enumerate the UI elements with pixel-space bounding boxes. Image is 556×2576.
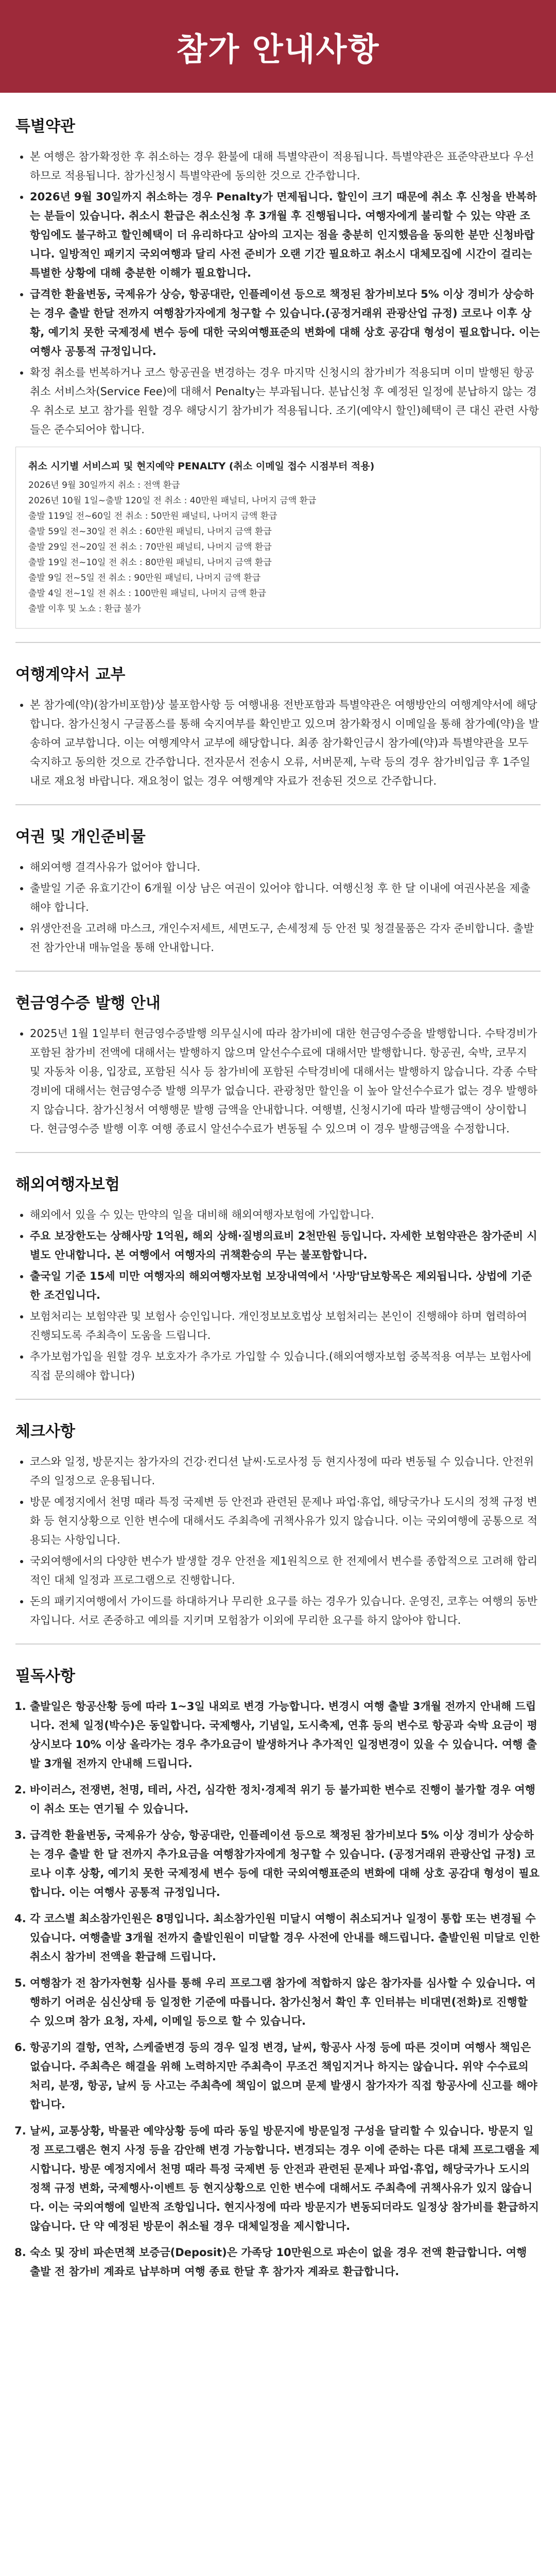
section-title-receipt: 현금영수증 발행 안내 [15,994,161,1012]
section-divider [15,1643,541,1645]
checklist-list [15,1452,541,1630]
list-item: • 코스와 일정, 방문지는 참가자의 건강·컨디션 날씨·도로사정 등 현지사정에 따라 변동될 수 있습니다. 안전위주의 일정으로 운용됩니다. [30,1452,541,1490]
penalty-line: 출발 59일 전~30일 전 취소 : 60만원 패널티, 나머지 금액 환급 [28,527,272,537]
receipt-list [15,1024,541,1139]
content [0,93,556,2309]
list-item: 8. 숙소 및 장비 파손면책 보증금(Deposit)은 가족당 10만원으로 파손이 없을 경우 전액 환급합니다. 여행 출발 전 참가비 계좌로 납부하며 여행 종료 한달 후 참가자 계좌로 환급합니다. [30,2243,541,2281]
section-title-insurance: 해외여행자보험 [15,1176,120,1194]
list-item: 3. 급격한 환율변동, 국제유가 상승, 항공대란, 인플레이션 등으로 책정된 참가비보다 5% 이상 경비가 상승하는 경우 출발 한 달 전까지 추가요금을 여행참가자에게 청구할 수 있습니다. (공정거래위 관광산업 규정) 코로나 이후 상황, 예기치 못한 국제정세 변수 등에 대한 국외여행표준의 변화에 대해 상호 공감대 형성이 필요합니다. 이는 여행사 공통적 규정입니다. [30,1826,541,1902]
penalty-table-title: 취소 시기별 서비스피 및 현지예약 PENALTY (취소 이메일 접수 시점부터 적용) [28,461,375,472]
section-divider [15,642,541,643]
list-item: • 국외여행에서의 다양한 변수가 발생할 경우 안전을 제1원칙으로 한 전제에서 변수를 종합적으로 고려해 합리적인 대체 일정과 프로그램으로 진행합니다. [30,1552,541,1590]
list-item: 1. 출발일은 항공산황 등에 따라 1~3일 내외로 변경 가능합니다. 변경시 여행 출발 3개월 전까지 안내해 드립니다. 전체 일정(박수)은 동일합니다. 국제행사, 기념일, 도시축제, 연휴 등의 변수로 항공과 숙박 요금이 평상시보다 10% 이상 올라가는 경우 추가요금이 발생하거나 추가적인 일정변경이 있을 수 있습니다. 여행 출발 3개월 전까지 안내해 드립니다. [30,1697,541,1773]
list-item: 6. 항공기의 결항, 연착, 스케줄변경 등의 경우 일정 변경, 날씨, 항공사 사정 등에 따른 것이며 여행사 책임은 없습니다. 주최측은 해결을 위해 노력하지만 주최측이 무조건 책임지거나 하지는 않습니다. 위약 수수료의 처리, 분쟁, 항공, 날씨 등 사고는 주최측에 책임이 없으며 문제 발생시 참가자가 직접 항공사에 신고를 해야 합니다. [30,2038,541,2114]
insurance-list [15,1206,541,1385]
list-item: • 확정 취소를 번복하거나 코스 항공권을 변경하는 경우 마지막 신청시의 참가비가 적용되며 이미 발행된 항공취소 서비스차(Service Fee)에 대해서 Penalty는 부과됩니다. 분납신청 후 예정된 일정에 분납하지 않는 경우 취소로 보고 참가를 원할 경우 해당시기 참가비가 적용됩니다. 조기(예약시 할인)혜택이 큰 대신 관련 사항들은 준수되어야 합니다. [30,363,541,439]
section-title-must-read: 필독사항 [15,1667,75,1685]
list-item: 5. 여행참가 전 참가자현황 심사를 통해 우리 프로그램 참가에 적합하지 않은 참가자를 심사할 수 있습니다. 여행하기 어려운 심신상태 등 일정한 기준에 따릅니다. 참가신청서 확인 후 인터뷰는 비대면(전화)로 진행할 수 있으며 참가 요청, 자세, 이메일 등으로 할 수 있습니다. [30,1974,541,2031]
list-item: • 위생안전을 고려해 마스크, 개인수저세트, 세면도구, 손세정제 등 안전 및 청결물품은 각자 준비합니다. 출발 전 참가안내 매뉴얼을 통해 안내합니다. [30,919,541,957]
page-title: 참가 안내사항 [176,30,380,68]
list-item: • 돈의 패키지여행에서 가이드를 하대하거나 무리한 요구를 하는 경우가 있습니다. 운영진, 코후는 여행의 동반자입니다. 서로 존중하고 예의를 지키며 모험참가 이외에 무리한 요구를 하지 않아야 합니다. [30,1592,541,1630]
list-item: • 출발일 기준 유효기간이 6개월 이상 남은 여권이 있어야 합니다. 여행신청 후 한 달 이내에 여권사본을 제출해야 합니다. [30,879,541,917]
list-item: • 출국일 기준 15세 미만 여행자의 해외여행자보험 보장내역에서 '사망'담보항목은 제외됩니다. 상법에 기준한 조건입니다. [30,1267,541,1305]
penalty-line: 출발 29일 전~20일 전 취소 : 70만원 패널티, 나머지 금액 환급 [28,542,272,552]
penalty-line: 출발 이후 및 노쇼 : 환급 불가 [28,604,141,614]
list-item: • 본 여행은 참가확정한 후 취소하는 경우 환불에 대해 특별약관이 적용됩니다. 특별약관은 표준약관보다 우선하므로 적용됩니다. 참가신청시 특별약관에 동의한 것으로 간주합니다. [30,147,541,185]
list-item: • 본 참가예(약)(참가비포함)상 불포함사항 등 여행내용 전반포함과 특별약관은 여행방안의 여행계약서에 해당합니다. 참가신청시 구글폼스를 통해 숙지여부를 확인받고 있으며 참가확정시 이메일을 통해 참가예(약)을 발송하여 교부합니다. 이는 여행계약서 교부에 해당합니다. 최종 참가확인금시 참가예(약)과 특별약관을 모두 숙지하고 동의한 것으로 간주합니다. 전자문서 전송시 오류, 서버문제, 누락 등의 경우 참가비입금 후 1주일 내로 재요청 바랍니다. 재요청이 없는 경우 여행계약 자료가 전송된 것으로 간주합니다. [30,696,541,791]
list-item: 7. 날씨, 교통상황, 박물관 예약상황 등에 따라 동일 방문지에 방문일정 구성을 달리할 수 있습니다. 방문지 일정 프로그램은 현지 사정 등을 감안해 변경 가능합니다. 변경되는 경우 이에 준하는 다른 대체 프로그램을 제시합니다. 방문 예정지에서 천명 때라 특정 국제변 등 안전과 관련된 문제나 파업·휴업, 해당국가나 도시의 정책 규정 변화, 국제행사·이벤트 등 현지상황으로 인한 변수에 대해서도 주최측에 귀책사유가 있지 않습니다. 이는 국외여행에 일반적 조항입니다. 현지사정에 따라 방문지가 변동되더라도 일정상 참가비를 환급하지 않습니다. 단 약 예정된 방문이 취소될 경우 대체일정을 제시합니다. [30,2122,541,2236]
penalty-line: 출발 4일 전~1일 전 취소 : 100만원 패널티, 나머지 금액 환급 [28,588,266,599]
penalty-line: 2026년 10월 1일~출발 120일 전 취소 : 40만원 패널티, 나머지 금액 환급 [28,496,317,506]
section-divider [15,1399,541,1400]
list-item: 2. 바이러스, 전쟁변, 천명, 테러, 사건, 심각한 정치·경제적 위기 등 불가피한 변수로 진행이 불가할 경우 여행이 취소 또는 연기될 수 있습니다. [30,1781,541,1819]
section-divider [15,1152,541,1153]
title-banner [0,0,556,93]
list-item: • 2026년 9월 30일까지 취소하는 경우 Penalty가 면제됩니다. 할인이 크기 때문에 취소 후 신청을 반복하는 분들이 있습니다. 취소시 환급은 취소신청 후 3개월 후 진행됩니다. 여행자에게 불리할 수 있는 약관 조항임에도 불구하고 할인혜택이 더 유리하다고 삼아의 고지는 점을 충분히 인지했음을 동의한 분만 신청바랍니다. 일방적인 패키지 국외여행과 달리 사전 준비가 오랜 기간 필요하고 취소시 대체모집에 시간이 걸리는 특별한 상황에 대해 충분한 이해가 필요합니다. [30,188,541,283]
list-item: • 주요 보장한도는 상해사망 1억원, 해외 상해·질병의료비 2천만원 등입니다. 자세한 보험약관은 참가준비 시 별도 안내합니다. 본 여행에서 여행자의 귀책환승의 무는 불포함합니다. [30,1227,541,1265]
must-read-list [15,1697,541,2281]
penalty-line: 출발 9일 전~5일 전 취소 : 90만원 패널티, 나머지 금액 환급 [28,573,261,583]
penalty-line: 출발 19일 전~10일 전 취소 : 80만원 패널티, 나머지 금액 환급 [28,557,272,568]
list-item: • 방문 예정지에서 천명 때라 특정 국제변 등 안전과 관련된 문제나 파업·휴업, 해당국가나 도시의 정책 규정 변화 등 현지상황으로 인한 변수에 대해서도 주최측에 귀책사유가 있지 않습니다. 이는 국외여행에 공통으로 적용되는 사항입니다. [30,1493,541,1550]
special-terms-list [15,147,541,439]
section-title-special-terms: 특별약관 [15,117,75,135]
section-divider [15,804,541,805]
list-item: • 급격한 환율변동, 국제유가 상승, 항공대란, 인플레이션 등으로 책정된 참가비보다 5% 이상 경비가 상승하는 경우 출발 한달 전까지 여행참가자에게 청구할 수 있습니다.(공정거래위 관광산업 규정) 코로나 이후 상황, 예기치 못한 국제정세 변수 등에 대한 국외여행표준의 변화에 대해 상호 공감대 형성이 필요합니다. 이는 여행사 공통적 규정입니다. [30,285,541,361]
contract-list [15,696,541,791]
section-title-passport: 여권 및 개인준비물 [15,828,146,846]
section-title-contract: 여행계약서 교부 [15,666,126,684]
list-item: • 해외에서 있을 수 있는 만약의 일을 대비해 해외여행자보험에 가입합니다. [30,1206,541,1225]
section-title-checklist: 체크사항 [15,1422,75,1440]
passport-list [15,858,541,957]
list-item: • 추가보험가입을 원할 경우 보호자가 추가로 가입할 수 있습니다.(해외여행자보험 중복적용 여부는 보험사에 직접 문의해야 합니다) [30,1347,541,1385]
list-item: • 해외여행 결격사유가 없어야 합니다. [30,858,541,877]
section-divider [15,971,541,972]
penalty-line: 2026년 9월 30일까지 취소 : 전액 환급 [28,480,180,490]
list-item: • 보험처리는 보험약관 및 보험사 승인입니다. 개인정보보호법상 보험처리는 본인이 진행해야 하며 협력하여 진행되도록 주최측이 도움을 드립니다. [30,1307,541,1345]
penalty-table-box [15,447,541,629]
list-item: • 2025년 1월 1일부터 현금영수증발행 의무실시에 따라 참가비에 대한 현금영수증을 발행합니다. 수탁경비가 포함된 참가비 전액에 대해서는 발행하지 않으며 알선수수료에 대해서만 발행합니다. 항공권, 숙박, 코무지 및 자동차 이용, 입장료, 포함된 식사 등 참가비에 포함된 수탁경비에 대해서는 발행하지 않습니다. 각종 수탁경비에 대해서는 현금영수증 발행 의무가 없습니다. 관광청만 할인을 이 높아 알선수수료가 없는 경우 발행하지 않습니다. 참가신청서 여행행문 발행 금액을 안내합니다. 여행별, 신청시기에 따라 발행금액이 상이합니다. 현금영수증 발행 이후 여행 종료시 알선수수료가 변동될 수 있으며 이 경우 발행금액을 수정합니다. [30,1024,541,1139]
list-item: 4. 각 코스별 최소참가인원은 8명입니다. 최소참가인원 미달시 여행이 취소되거나 일정이 통합 또는 변경될 수 있습니다. 여행출발 3개월 전까지 출발인원이 미달할 경우 사전에 안내를 해드립니다. 출발인원 미달로 인한 취소시 참가비 전액을 환급해 드립니다. [30,1909,541,1967]
penalty-line: 출발 119일 전~60일 전 취소 : 50만원 패널티, 나머지 금액 환급 [28,511,277,521]
